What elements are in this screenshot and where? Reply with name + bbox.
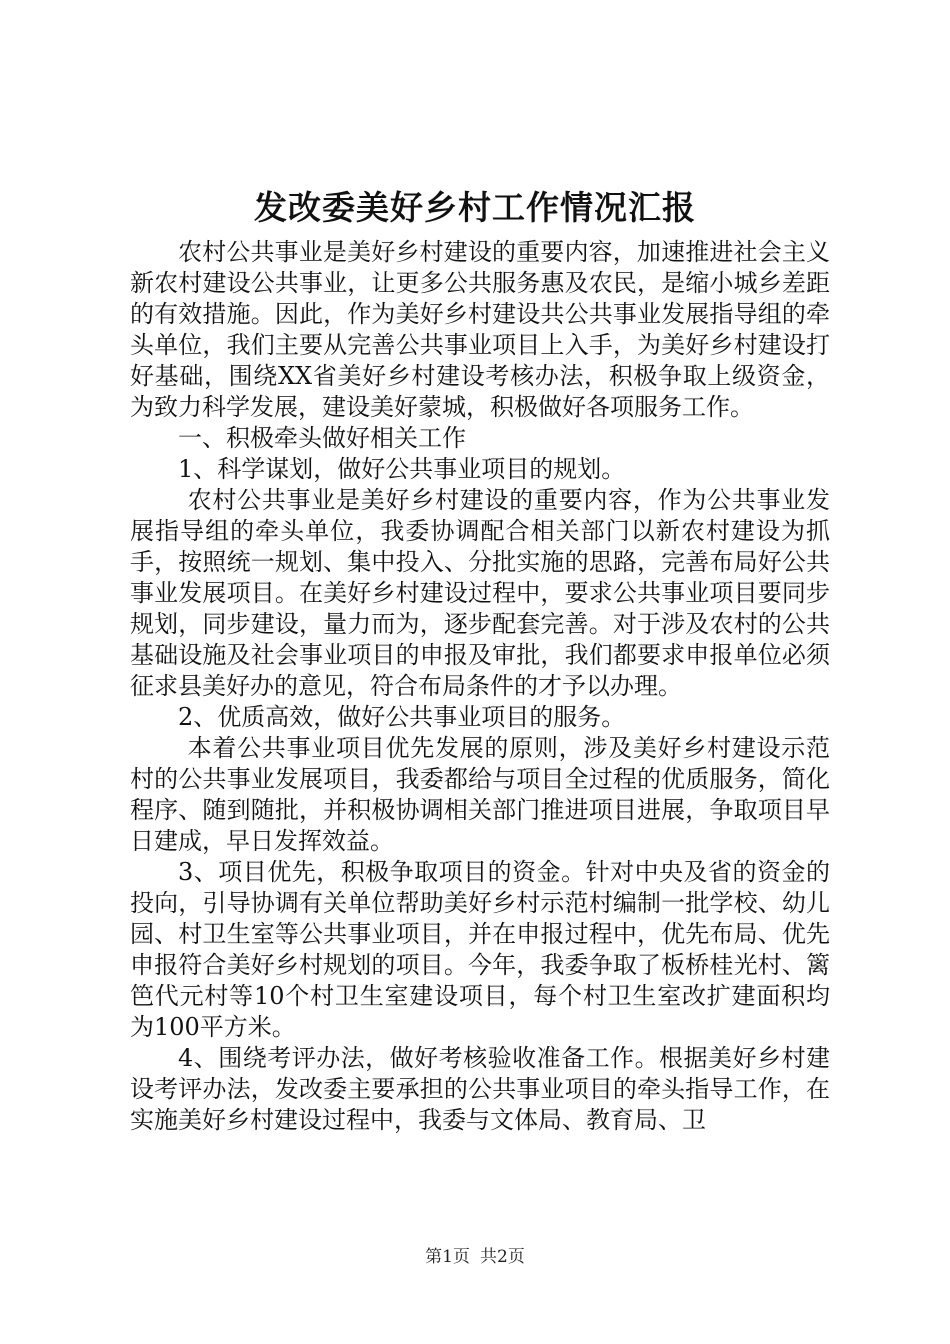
paragraph-funding: 3、项目优先，积极争取项目的资金。针对中央及省的资金的投向，引导协调有关单位帮助美好乡村示范村编制一批学校、幼儿园、村卫生室等公共事业项目，并在申报过程中，优先布局、优先申报符合美好乡村规划的项目。今年，我委争取了板桥桂光村、篱笆代元村等10个村卫生室建设项目，每个村卫生室改扩建面积均为100平方米。	[130, 858, 830, 1041]
page-number: 第1页	[425, 1247, 470, 1267]
document-body	[130, 237, 830, 1136]
paragraph-service: 本着公共事业项目优先发展的原则，涉及美好乡村建设示范村的公共事业发展项目，我委都给与项目全过程的优质服务，简化程序、随到随批，并积极协调相关部门推进项目进展，争取项目早日建成，早日发挥效益。	[130, 734, 830, 855]
paragraph-intro: 农村公共事业是美好乡村建设的重要内容，加速推进社会主义新农村建设公共事业，让更多公共服务惠及农民，是缩小城乡差距的有效措施。因此，作为美好乡村建设共公共事业发展指导组的牵头单位，我们主要从完善公共事业项目上入手，为美好乡村建设打好基础，围绕XX省美好乡村建设考核办法，积极争取上级资金，为致力科学发展，建设美好蒙城，积极做好各项服务工作。	[130, 238, 830, 421]
paragraph-planning: 农村公共事业是美好乡村建设的重要内容，作为公共事业发展指导组的牵头单位，我委协调配合相关部门以新农村建设为抓手，按照统一规划、集中投入、分批实施的思路，完善布局好公共事业发展项目。在美好乡村建设过程中，要求公共事业项目要同步规划，同步建设，量力而为，逐步配套完善。对于涉及农村的公共基础设施及社会事业项目的申报及审批，我们都要求申报单位必须征求县美好办的意见，符合布局条件的才予以办理。	[130, 486, 830, 700]
page-footer	[0, 1246, 950, 1268]
page-total: 共2页	[480, 1247, 525, 1267]
subheading-1: 1、科学谋划，做好公共事业项目的规划。	[178, 455, 626, 483]
subheading-2: 2、优质高效，做好公共事业项目的服务。	[178, 703, 626, 731]
page-title: 发改委美好乡村工作情况汇报	[254, 188, 696, 227]
section-heading-1: 一、积极牵头做好相关工作	[178, 424, 466, 452]
paragraph-evaluation: 4、围绕考评办法，做好考核验收准备工作。根据美好乡村建设考评办法，发改委主要承担的公共事业项目的牵头指导工作，在实施美好乡村建设过程中，我委与文体局、教育局、卫	[130, 1044, 830, 1134]
